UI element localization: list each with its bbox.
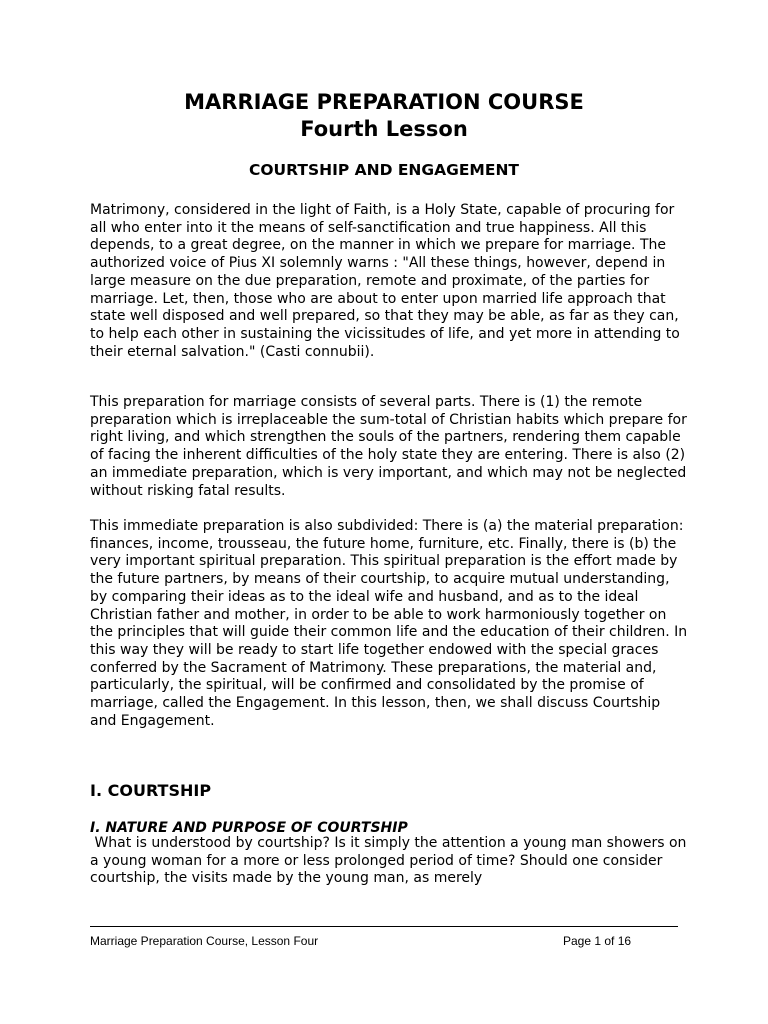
title-line-course: MARRIAGE PREPARATION COURSE — [184, 90, 584, 114]
page-title — [0, 89, 768, 143]
footer-divider — [90, 926, 678, 927]
body-paragraph: This immediate preparation is also subdivided: There is (a) the material preparation: finances, income, trousseau, the future home, furniture, etc. Finally, there is (b) the very important spiritual preparation. This spiritual preparation is the effort made by the future partners, by means of their courtship, to acquire mutual understanding, by comparing their ideas as to the ideal wife and husband, and as to the ideal Christian father and mother, in order to be able to work harmoniously together on the principles that will guide their common life and the education of their children. In this way they will be ready to start life together endowed with the special graces conferred by the Sacrament of Matrimony. These preparations, the material and, particularly, the spiritual, will be confirmed and consolidated by the promise of marriage, called the Engagement. In this lesson, then, we shall discuss Courtship and Engagement. — [90, 518, 688, 729]
lesson-subtitle: COURTSHIP AND ENGAGEMENT — [249, 161, 519, 179]
body-paragraph: Matrimony, considered in the light of Faith, is a Holy State, capable of procuring for all who enter into it the means of self-sanctification and true happiness. All this depends, to a great degree, on the manner in which we prepare for marriage. The authorized voice of Pius XI solemnly warns : "All these things, however, depend in large measure on the due preparation, remote and proximate, of the parties for marriage. Let, then, those who are about to enter upon married life approach that state well disposed and well prepared, so that they may be able, as far as they can, to help each other in sustaining the vicissitudes of life, and yet more in attending to their eternal salvation." (Casti connubii). — [90, 202, 680, 360]
title-line-lesson: Fourth Lesson — [300, 117, 468, 141]
subsection-heading: I. NATURE AND PURPOSE OF COURTSHIP — [90, 820, 408, 836]
footer-document-title: Marriage Preparation Course, Lesson Four — [90, 934, 319, 948]
footer-page-number: Page 1 of 16 — [563, 934, 632, 948]
section-heading: I. COURTSHIP — [90, 781, 212, 800]
section-paragraph: What is understood by courtship? Is it simply the attention a young man showers on a young woman for a more or less prolonged period of time? Should one consider courtship, the visits made by the young man, as merely — [90, 835, 691, 887]
body-paragraph: This preparation for marriage consists of several parts. There is (1) the remote preparation which is irreplaceable the sum-total of Christian habits which prepare for right living, and which strengthen the souls of the partners, rendering them capable of facing the inherent difficulties of the holy state they are entering. There is also (2) an immediate preparation, which is very important, and which may not be neglected without risking fatal results. — [90, 394, 687, 499]
